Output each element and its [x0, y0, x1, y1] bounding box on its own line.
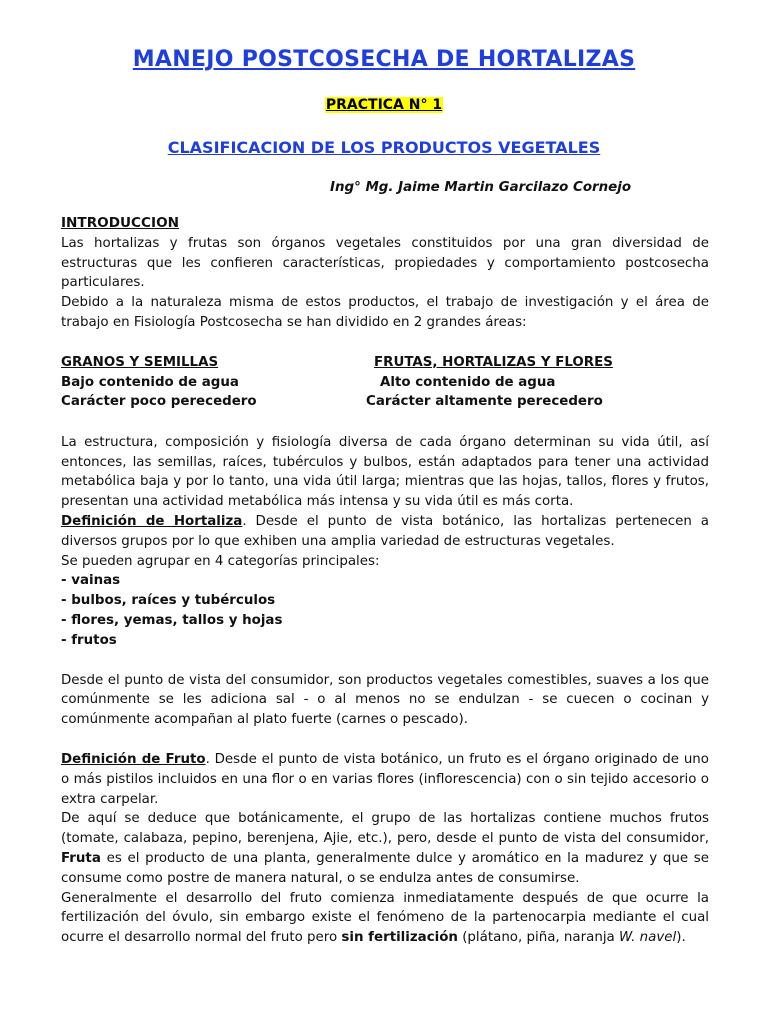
area-fruits-water: Alto contenido de agua	[380, 374, 556, 390]
area-grains	[61, 353, 257, 412]
navel-variety: W. navel	[619, 930, 677, 946]
area-grains-perish: Carácter poco perecedero	[61, 394, 257, 410]
list-item: - vainas	[61, 573, 121, 589]
hortaliza-text: . Desde el punto de vista botánico, las hortalizas pertenecen a diversos grupos por lo que exhiben una amplia variedad de estructuras vegetales.	[61, 513, 709, 549]
document-subtitle: CLASIFICACION DE LOS PRODUCTOS VEGETALES	[167, 138, 601, 157]
area-grains-water: Bajo contenido de agua	[61, 374, 239, 390]
practice-label	[0, 96, 768, 116]
fruto-term: Definición de Fruto	[61, 751, 206, 767]
area-fruits	[366, 353, 613, 412]
sin-fertilizacion-term: sin fertilización	[341, 930, 458, 946]
area-grains-heading: GRANOS Y SEMILLAS	[61, 354, 219, 370]
partenocarpia-text-b: (plátano, piña, naranja	[457, 930, 620, 946]
fruta-term: Fruta	[61, 850, 101, 866]
intro-heading: INTRODUCCION	[61, 215, 179, 231]
area-fruits-heading: FRUTAS, HORTALIZAS Y FLORES	[374, 354, 613, 370]
intro-paragraph-1: Las hortalizas y frutas son órganos vegetales constituidos por una gran diversidad de estructuras que les confieren características, propiedades y comportamiento postcosecha particulares.	[61, 235, 709, 291]
document-body	[61, 214, 709, 948]
hortaliza-term: Definición de Hortaliza	[61, 513, 243, 529]
list-item: - bulbos, raíces y tubérculos	[61, 593, 276, 609]
consumer-paragraph: Desde el punto de vista del consumidor, son productos vegetales comestibles, suaves a los que comúnmente se les adiciona sal - o al menos no se endulzan - se cuecen o cocinan y comúnmente acompañan al plato fuerte (carnes o pescado).	[61, 672, 709, 728]
document-title: MANEJO POSTCOSECHA DE HORTALIZAS	[132, 47, 636, 72]
area-fruits-perish: Carácter altamente perecedero	[366, 394, 603, 410]
hortaliza-definition	[61, 512, 709, 552]
fruta-text-a: De aquí se deduce que botánicamente, el grupo de las hortalizas contiene muchos frutos (tomate, calabaza, pepino, berenjena, Ajie, etc.), pero, desde el punto de vista del consumidor,	[61, 811, 709, 847]
fruto-text: . Desde el punto de vista botánico, un fruto es el órgano originado de uno o más pistilos incluidos en una flor o en varias flores (inflorescencia) con o sin tejido accesorio o extra carpelar.	[61, 751, 709, 807]
author-line: Ing° Mg. Jaime Martin Garcilazo Cornejo	[330, 180, 632, 195]
list-item: - flores, yemas, tallos y hojas	[61, 612, 283, 628]
categories-intro: Se pueden agrupar en 4 categorías principales:	[61, 553, 380, 569]
structure-paragraph: La estructura, composición y fisiología diversa de cada órgano determinan su vida útil, así entonces, las semillas, raíces, tubérculos y bulbos, están adaptados para tener una actividad metabólica baja y por lo tanto, una vida útil larga; mientras que las hojas, tallos, flores y frutos, presentan una actividad metabólica más intensa y su vida útil es más corta.	[61, 434, 709, 510]
list-item: - frutos	[61, 632, 117, 648]
partenocarpia-text-c: ).	[676, 930, 686, 946]
partenocarpia-paragraph	[61, 889, 709, 948]
areas-comparison	[61, 353, 709, 413]
fruta-paragraph	[61, 809, 709, 888]
partenocarpia-text-a: Generalmente el desarrollo del fruto comienza inmediatamente después de que ocurre la fertilización del óvulo, sin embargo existe el fenómeno de la partenocarpia mediante el cual ocurre el desarrollo normal del fruto pero	[61, 890, 709, 946]
fruta-text-b: es el producto de una planta, generalmente dulce y aromático en la madurez y que se consume como postre de manera natural, o se endulza antes de consumirse.	[61, 850, 709, 886]
categories-list	[61, 571, 709, 650]
practice-number: PRACTICA N° 1	[325, 97, 443, 113]
fruto-definition	[61, 750, 709, 809]
intro-paragraph-2: Debido a la naturaleza misma de estos productos, el trabajo de investigación y el área de trabajo en Fisiología Postcosecha se han dividido en 2 grandes áreas:	[61, 295, 709, 330]
